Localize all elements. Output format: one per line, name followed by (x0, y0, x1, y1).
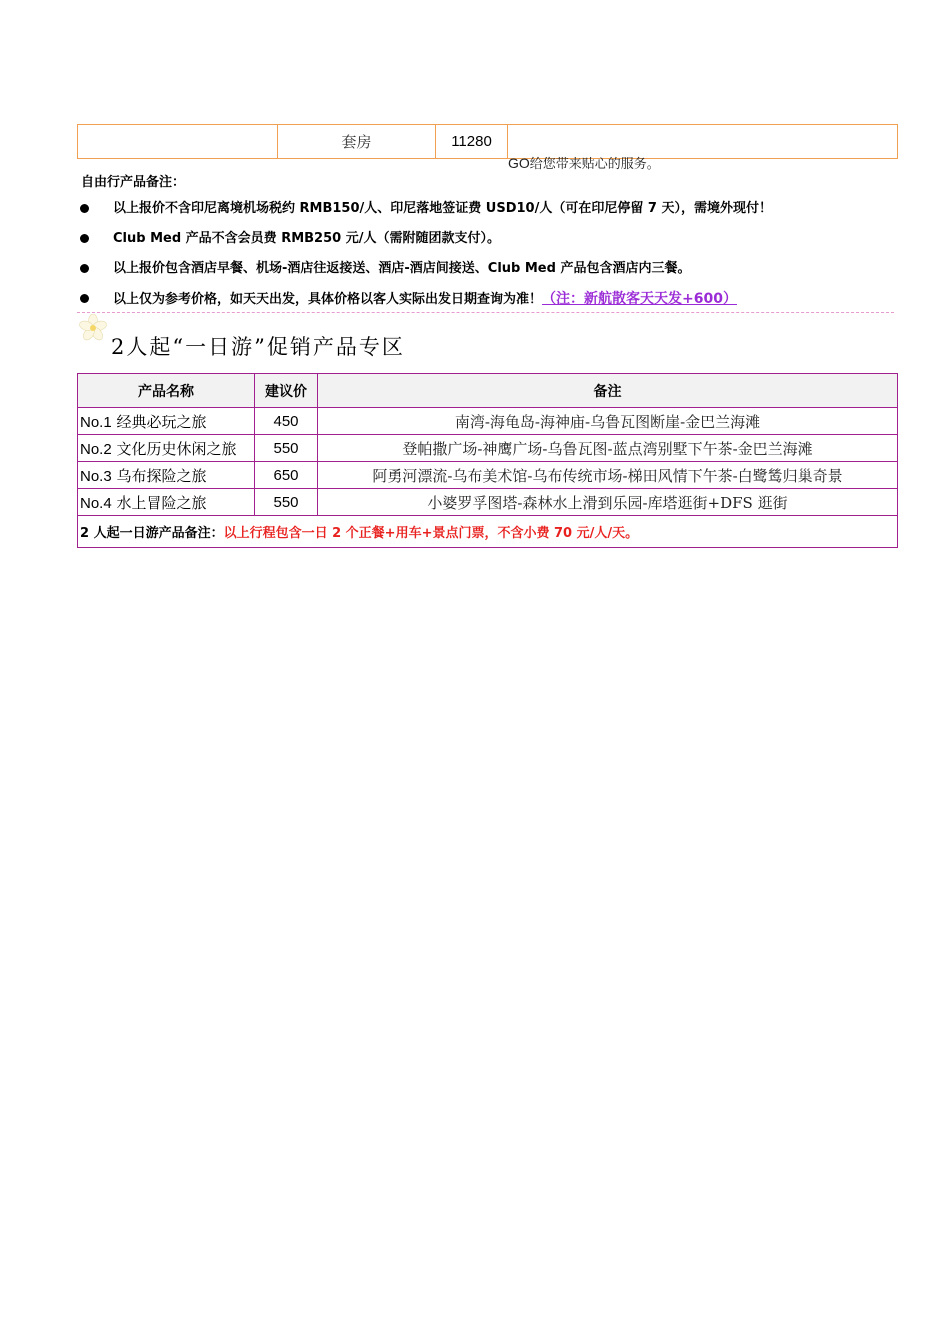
bullet-dot-icon (80, 204, 89, 213)
remark-cell (508, 125, 898, 172)
product-number: No.4 (80, 494, 112, 512)
singapore-airlines-note-link[interactable]: （注：新航散客天天发+600） (542, 291, 737, 307)
product-price-cell: 550 (255, 489, 318, 516)
product-route-cell: 小婆罗孚图塔-森林水上滑到乐园-库塔逛街+DFS 逛街 (318, 489, 898, 516)
product-name: 文化历史休闲之旅 (116, 439, 237, 458)
note-text: 以上报价包含酒店早餐、机场-酒店往返接送、酒店-酒店间接送、Club Med 产品包含酒店内三餐。 (113, 261, 691, 276)
table-header-row (78, 374, 898, 408)
section-divider (77, 312, 894, 313)
header-product-name: 产品名称 (78, 374, 255, 408)
product-route-cell: 登帕撒广场-神鹰广场-乌鲁瓦图-蓝点湾别墅下午茶-金巴兰海滩 (318, 435, 898, 462)
hotel-cell (78, 125, 278, 159)
price-cell: 11280 (436, 125, 508, 159)
list-item (80, 259, 880, 289)
list-item (80, 289, 880, 319)
table-row (78, 462, 898, 489)
note-text: Club Med 产品不含会员费 RMB250 元/人（需附随团款支付）。 (113, 231, 500, 246)
table-row (78, 489, 898, 516)
go-text: 给您带来贴心的服务。 (529, 157, 660, 172)
header-suggested-price: 建议价 (255, 374, 318, 408)
product-name: 经典必玩之旅 (116, 412, 207, 431)
table-row (78, 125, 898, 159)
room-price-table-fragment (77, 124, 898, 172)
product-name-cell (78, 462, 255, 489)
footer-note-text: 以上行程包含一日 2 个正餐+用车+景点门票，不含小费 70 元/人/天。 (223, 526, 639, 541)
free-travel-notes-title: 自由行产品备注： (81, 175, 186, 190)
day-tour-section-title: 2人起“一日游”促销产品专区 (111, 335, 405, 359)
plumeria-flower-icon (78, 314, 108, 342)
bullet-dot-icon (80, 264, 89, 273)
table-footer-row (78, 516, 898, 548)
product-name-cell (78, 408, 255, 435)
product-name: 水上冒险之旅 (116, 493, 207, 512)
note-text: 以上报价不含印尼离境机场税约 RMB150/人、印尼落地签证费 USD10/人（可在印尼停留 7 天），需境外现付！ (113, 201, 772, 216)
header-remarks: 备注 (318, 374, 898, 408)
go-service-note (508, 153, 660, 172)
note-text: 以上仅为参考价格，如天天出发，具体价格以客人实际出发日期查询为准！ (113, 292, 543, 307)
room-type-cell: 套房 (278, 125, 436, 159)
day-tour-footer-note (78, 516, 898, 548)
bullet-dot-icon (80, 294, 89, 303)
table-row (78, 408, 898, 435)
product-number: No.3 (80, 467, 112, 485)
product-price-cell: 450 (255, 408, 318, 435)
product-name: 乌布探险之旅 (116, 466, 207, 485)
product-number: No.2 (80, 440, 112, 458)
list-item (80, 229, 880, 259)
go-prefix: GO (508, 155, 530, 171)
product-price-cell: 650 (255, 462, 318, 489)
product-name-cell (78, 489, 255, 516)
product-number: No.1 (80, 413, 112, 431)
day-tour-product-table (77, 373, 898, 548)
product-price-cell: 550 (255, 435, 318, 462)
product-name-cell (78, 435, 255, 462)
table-row (78, 435, 898, 462)
footer-label: 2 人起一日游产品备注： (80, 526, 224, 541)
product-route-cell: 南湾-海龟岛-海神庙-乌鲁瓦图断崖-金巴兰海滩 (318, 408, 898, 435)
bullet-dot-icon (80, 234, 89, 243)
list-item (80, 199, 880, 229)
free-travel-notes-list (80, 199, 880, 319)
product-route-cell: 阿勇河漂流-乌布美术馆-乌布传统市场-梯田风情下午茶-白鹭鸶归巢奇景 (318, 462, 898, 489)
